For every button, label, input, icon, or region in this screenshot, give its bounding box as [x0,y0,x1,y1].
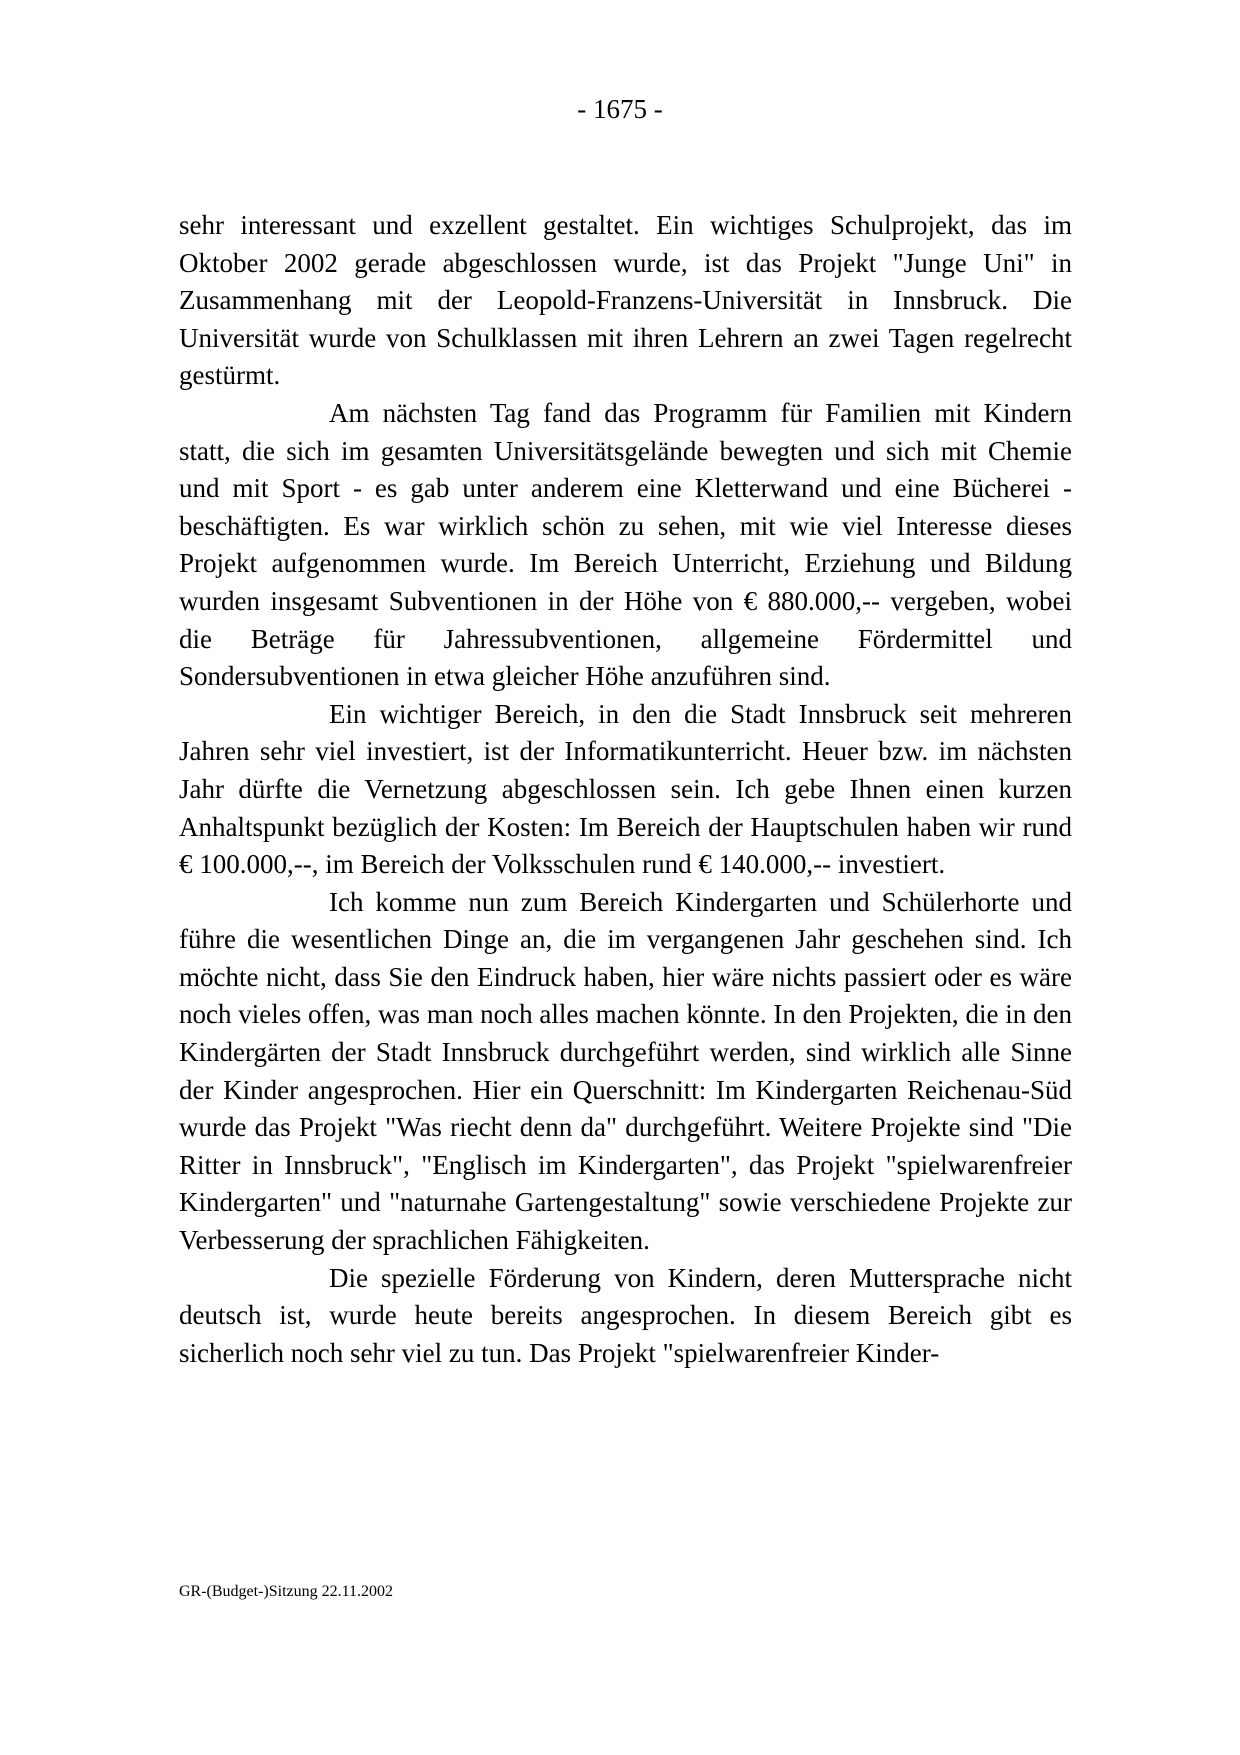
paragraph: Ich komme nun zum Bereich Kindergarten und Schülerhorte und führe die wesentlichen Dinge an, die im vergangenen Jahr geschehen sind. Ich möchte nicht, dass Sie den Eindruck haben, hier wäre nichts passiert oder es wäre noch vieles offen, was man noch alles machen könnte. In den Projekten, die in den Kindergärten der Stadt Innsbruck durchgeführt werden, sind wirklich alle Sinne der Kinder angesprochen. Hier ein Querschnitt: Im Kindergarten Reichenau-Süd wurde das Projekt "Was riecht denn da" durchgeführt. Weitere Projekte sind "Die Ritter in Innsbruck", "Englisch im Kindergarten", das Projekt "spielwarenfreier Kindergarten" und "naturnahe Gartengestaltung" sowie verschiedene Projekte zur Verbesserung der sprachlichen Fähigkeiten. [179,886,1072,1256]
paragraph: Die spezielle Förderung von Kindern, deren Muttersprache nicht deutsch ist, wurde heute bereits angesprochen. In diesem Bereich gibt es sicherlich noch sehr viel zu tun. Das Projekt "spielwarenfreier Kinder- [179,1262,1072,1368]
paragraph: sehr interessant und exzellent gestaltet. Ein wichtiges Schulprojekt, das im Oktober 2002 gerade abgeschlossen wurde, ist das Projekt "Junge Uni" in Zusammenhang mit der Leopold-Franzens-Universität in Innsbruck. Die Universität wurde von Schulklassen mit ihren Lehrern an zwei Tagen regelrecht gestürmt. [179,210,1072,391]
page-number: - 1675 - [577,94,663,124]
paragraph: Ein wichtiger Bereich, in den die Stadt Innsbruck seit mehreren Jahren sehr viel investiert, ist der Informatikunterricht. Heuer bzw. im nächsten Jahr dürfte die Vernetzung abgeschlossen sein. Ich gebe Ihnen einen kurzen Anhaltspunkt bezüglich der Kosten: Im Bereich der Hauptschulen haben wir rund € 100.000,--, im Bereich der Volksschulen rund € 140.000,-- investiert. [179,698,1072,880]
page-footer: GR-(Budget-)Sitzung 22.11.2002 [179,1583,394,1600]
document-body [179,207,1072,1372]
paragraph: Am nächsten Tag fand das Programm für Familien mit Kindern statt, die sich im gesamten Universitätsgelände bewegten und sich mit Chemie und mit Sport - es gab unter anderem eine Kletterwand und eine Bücherei - beschäftigten. Es war wirklich schön zu sehen, mit wie viel Interesse dieses Projekt aufgenommen wurde. Im Bereich Unterricht, Erziehung und Bildung wurden insgesamt Subventionen in der Höhe von € 880.000,-- vergeben, wobei die Beträge für Jahressubventionen, allgemeine Fördermittel und Sondersubventionen in etwa gleicher Höhe anzuführen sind. [179,397,1072,692]
